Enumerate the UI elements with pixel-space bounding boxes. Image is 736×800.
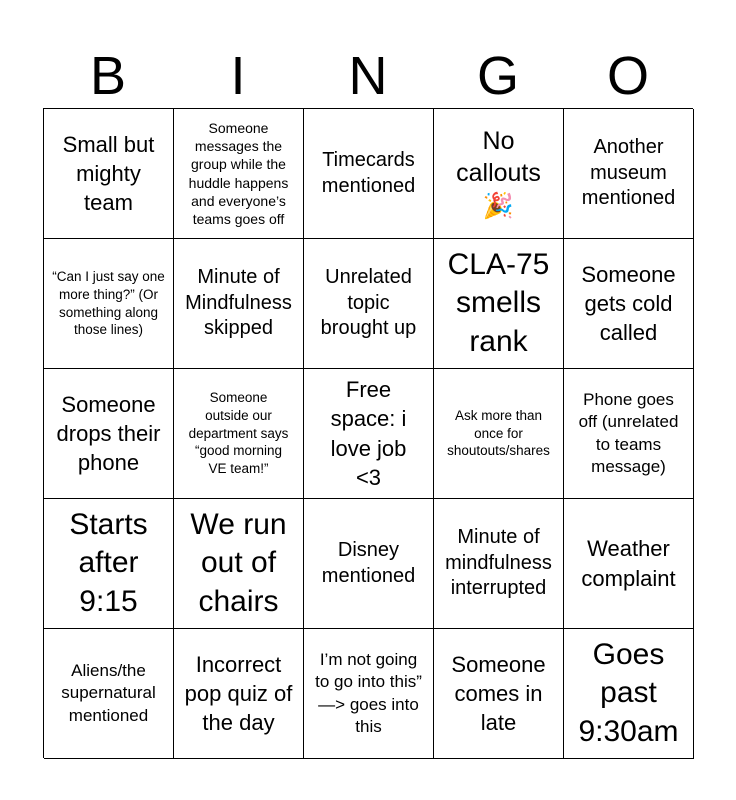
header-letter-g: G xyxy=(476,46,519,106)
bingo-cell-text: Free space: i love job <3 xyxy=(330,377,407,490)
bingo-cell-text: Ask more than once for shoutouts/shares xyxy=(447,407,550,459)
bingo-cell-text: Disney mentioned xyxy=(321,538,416,587)
bingo-cell[interactable] xyxy=(304,109,434,239)
bingo-cell-text: Someone gets cold called xyxy=(581,261,676,346)
header-letter-i: I xyxy=(230,46,246,106)
bingo-cell-text: Small but mighty team xyxy=(62,131,155,216)
bingo-cell[interactable] xyxy=(434,109,564,239)
bingo-cell[interactable] xyxy=(44,499,174,629)
bingo-cell-text: Another museum mentioned xyxy=(581,136,676,210)
bingo-cell-text: I’m not going to go into this” —> goes into this xyxy=(315,650,422,736)
bingo-cell[interactable] xyxy=(434,239,564,369)
bingo-cell-text: Minute of mindfulness interrupted xyxy=(445,526,552,600)
bingo-cell-text: Someone comes in late xyxy=(451,651,546,736)
bingo-cell-text: Minute of Mindfulness skipped xyxy=(185,266,292,340)
bingo-cell-text: “Can I just say one more thing?” (Or something along those lines) xyxy=(52,268,165,338)
bingo-cell[interactable] xyxy=(564,239,694,369)
bingo-cell-text: Phone goes off (unrelated to teams message) xyxy=(578,390,679,476)
bingo-cell[interactable] xyxy=(44,239,174,369)
bingo-cell[interactable] xyxy=(304,499,434,629)
bingo-cell[interactable] xyxy=(564,369,694,499)
bingo-cell-text: Goes past 9:30am xyxy=(578,637,679,748)
bingo-cell-text: Weather complaint xyxy=(581,536,676,591)
bingo-cell-text: Someone drops their phone xyxy=(56,391,161,476)
bingo-cell[interactable] xyxy=(434,499,564,629)
bingo-cell[interactable] xyxy=(304,369,434,499)
bingo-cell-text: Unrelated topic brought up xyxy=(320,266,417,340)
bingo-cell[interactable] xyxy=(174,239,304,369)
header-letter-n: N xyxy=(348,46,388,106)
bingo-cell[interactable] xyxy=(434,369,564,499)
bingo-cell[interactable] xyxy=(564,629,694,759)
bingo-cell-text: Incorrect pop quiz of the day xyxy=(184,651,293,736)
header-letter-b: B xyxy=(89,46,127,106)
bingo-cell[interactable] xyxy=(174,369,304,499)
bingo-cell-text: CLA-75 smells rank xyxy=(447,247,550,358)
bingo-board xyxy=(43,108,693,758)
bingo-cell-text: Someone outside our department says “good morning VE team!” xyxy=(188,389,289,477)
bingo-cell[interactable] xyxy=(44,629,174,759)
bingo-header xyxy=(43,44,693,108)
bingo-cell-text: We run out of chairs xyxy=(190,507,287,618)
bingo-cell-text: Someone messages the group while the huddle happens and everyone’s teams goes off xyxy=(188,119,289,227)
bingo-cell[interactable] xyxy=(44,109,174,239)
bingo-cell-text: Timecards mentioned xyxy=(321,148,416,197)
bingo-cell[interactable] xyxy=(434,629,564,759)
header-letter-o: O xyxy=(606,46,649,106)
bingo-cell[interactable] xyxy=(304,239,434,369)
bingo-cell[interactable] xyxy=(174,499,304,629)
bingo-cell[interactable] xyxy=(564,499,694,629)
bingo-cell[interactable] xyxy=(304,629,434,759)
bingo-cell[interactable] xyxy=(564,109,694,239)
bingo-cell-text: Aliens/the supernatural mentioned xyxy=(61,661,156,725)
bingo-cell-text: Starts after 9:15 xyxy=(69,507,148,618)
bingo-cell[interactable] xyxy=(174,109,304,239)
bingo-cell[interactable] xyxy=(174,629,304,759)
bingo-cell-text: No callouts 🎉 xyxy=(456,126,541,220)
bingo-cell[interactable] xyxy=(44,369,174,499)
